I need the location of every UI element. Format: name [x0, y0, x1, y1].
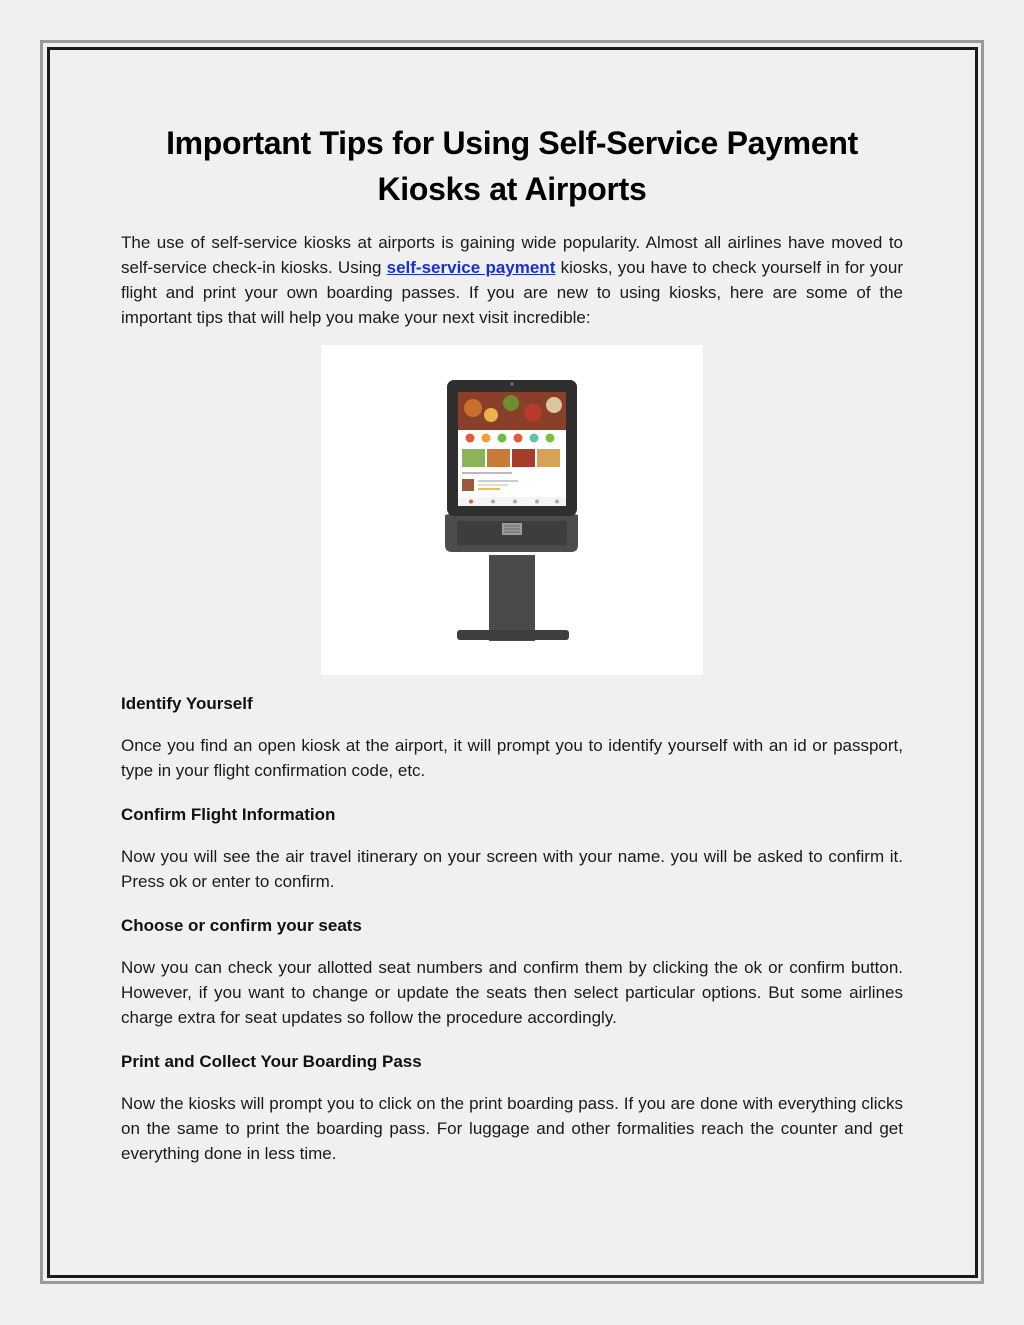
section-body-identify-yourself: Once you find an open kiosk at the airport, it will prompt you to identify yourself with an id or passport, type in your flight confirmation code, etc.: [121, 736, 903, 780]
document-content: [121, 120, 903, 1166]
section-heading-identify-yourself: Identify Yourself: [121, 694, 253, 713]
self-service-kiosk-image: [321, 345, 703, 675]
section-heading-choose-seats: Choose or confirm your seats: [121, 916, 362, 935]
page-title: Important Tips for Using Self-Service Payment Kiosks at Airports: [166, 125, 858, 207]
section-heading-boarding-pass: Print and Collect Your Boarding Pass: [121, 1052, 422, 1071]
section-body-confirm-flight-information: Now you will see the air travel itinerary on your screen with your name. you will be asked to confirm it. Press ok or enter to confirm.: [121, 847, 903, 891]
section-body-boarding-pass: Now the kiosks will prompt you to click on the print boarding pass. If you are done with everything clicks on the same to print the boarding pass. For luggage and other formalities reach the counter and get everything done in less time.: [121, 1094, 903, 1163]
intro-text-after-link: kiosks, you have to check yourself in for your flight and print your own boarding passes. If you are new to using kiosks, here are some of the important tips that will help you make your next visit incredible:: [121, 258, 903, 327]
intro-text-before-link: The use of self-service kiosks at airports is gaining wide popularity. Almost all airlines have moved to self-service check-in kiosks. Using: [121, 233, 903, 277]
intro-paragraph: [121, 230, 903, 330]
self-service-payment-link[interactable]: self-service payment: [386, 258, 556, 277]
section-heading-confirm-flight-information: Confirm Flight Information: [121, 805, 336, 824]
kiosk-image: [321, 345, 703, 675]
section-body-choose-seats: Now you can check your allotted seat numbers and confirm them by clicking the ok or confirm button. However, if you want to change or update the seats then select particular options. But some airlines charge extra for seat updates so follow the procedure accordingly.: [121, 958, 903, 1027]
